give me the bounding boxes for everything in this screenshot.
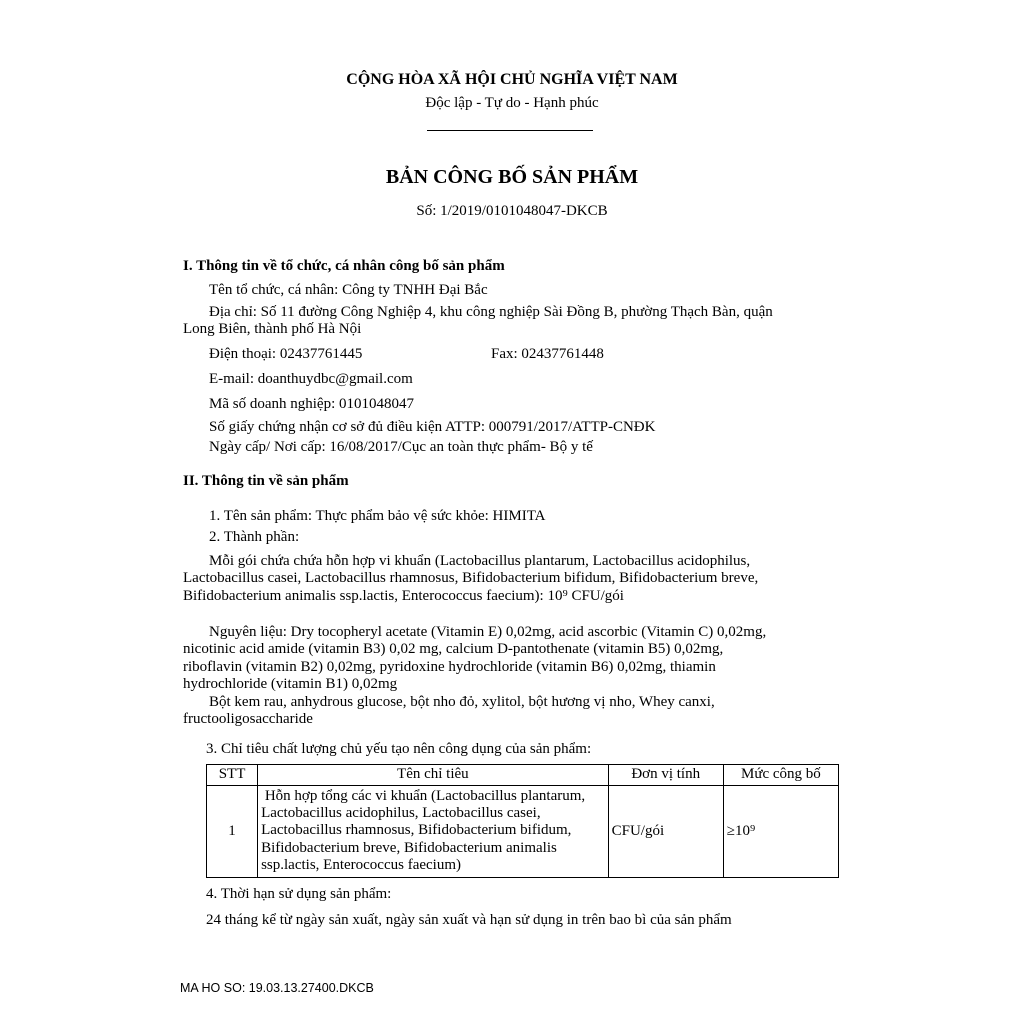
org-name: Tên tổ chức, cá nhân: Công ty TNHH Đại Bắc [209, 282, 488, 298]
quality-table [206, 764, 839, 878]
address-line-2: Long Biên, thành phố Hà Nội [183, 321, 362, 337]
business-code: Mã số doanh nghiệp: 0101048047 [209, 396, 414, 412]
document-title: BẢN CÔNG BỐ SẢN PHẨM [385, 166, 639, 188]
phone: Điện thoại: 02437761445 [209, 346, 363, 362]
ingredients-line: Bột kem rau, anhydrous glucose, bột nho đỏ, xylitol, bột hương vị nho, Whey canxi, [209, 693, 715, 710]
fax: Fax: 02437761448 [491, 346, 604, 362]
ingredients-paragraph [183, 624, 843, 728]
header-divider [427, 130, 593, 131]
motto: Độc lập - Tự do - Hạnh phúc [425, 95, 599, 111]
composition-line: Mỗi gói chứa chứa hỗn hợp vi khuẩn (Lactobacillus plantarum, Lactobacillus acidophilus, [209, 553, 751, 569]
ingredients-line: fructooligosaccharide [183, 711, 313, 728]
composition-line: Bifidobacterium animalis ssp.lactis, Enterococcus faecium): 10⁹ CFU/gói [183, 587, 624, 604]
shelf-life-label: 4. Thời hạn sử dụng sản phẩm: [206, 886, 392, 902]
address-line-1: Địa chỉ: Số 11 đường Công Nghiệp 4, khu công nghiệp Sài Đồng B, phường Thạch Bàn, quận [209, 304, 773, 320]
section-1-heading: I. Thông tin về tổ chức, cá nhân công bố sản phẩm [183, 258, 505, 274]
composition-line: Lactobacillus casei, Lactobacillus rhamnosus, Bifidobacterium bifidum, Bifidobacterium breve, [183, 570, 759, 587]
column-header-value: Mức công bố [723, 765, 838, 786]
product-name: 1. Tên sản phẩm: Thực phẩm bảo vệ sức khỏe: HIMITA [209, 508, 546, 524]
issue-info: Ngày cấp/ Nơi cấp: 16/08/2017/Cục an toàn thực phẩm- Bộ y tế [209, 439, 593, 455]
ingredients-line: riboflavin (vitamin B2) 0,02mg, pyridoxine hydrochloride (vitamin B6) 0,02mg, thiamin [183, 658, 716, 675]
email: E-mail: doanthuydbc@gmail.com [209, 371, 413, 387]
record-code: MA HO SO: 19.03.13.27400.DKCB [180, 981, 374, 995]
composition-label: 2. Thành phần: [209, 529, 300, 545]
quality-indicators-label: 3. Chỉ tiêu chất lượng chủ yếu tạo nên công dụng của sản phẩm: [206, 741, 592, 757]
cell-unit: CFU/gói [608, 786, 723, 878]
column-header-unit: Đơn vị tính [608, 765, 723, 786]
ingredients-line: nicotinic acid amide (vitamin B3) 0,02 mg, calcium D-pantothenate (vitamin B5) 0,02mg, [183, 641, 724, 658]
cell-stt: 1 [207, 786, 258, 878]
table-row [207, 786, 839, 878]
column-header-name: Tên chỉ tiêu [258, 765, 609, 786]
cell-name: Hỗn hợp tổng các vi khuẩn (Lactobacillus plantarum, Lactobacillus acidophilus, Lactobacillus casei, Lactobacillus rhamnosus, Bifidobacterium bifidum, Bifidobacterium breve, Bifidobacterium animalis ssp.lactis, Enterococcus faecium) [258, 786, 609, 878]
ingredients-line: hydrochloride (vitamin B1) 0,02mg [183, 676, 398, 693]
cell-value: ≥10⁹ [723, 786, 838, 878]
ingredients-line: Nguyên liệu: Dry tocopheryl acetate (Vitamin E) 0,02mg, acid ascorbic (Vitamin C) 0,02mg, [209, 624, 767, 640]
table-header-row [207, 765, 839, 786]
document-number: Số: 1/2019/0101048047-DKCB [416, 203, 608, 219]
composition-paragraph [183, 553, 843, 605]
section-2-heading: II. Thông tin về sản phẩm [183, 473, 349, 489]
shelf-life-text: 24 tháng kể từ ngày sản xuất, ngày sản xuất và hạn sử dụng in trên bao bì của sản phẩm [206, 912, 732, 928]
certificate-number: Số giấy chứng nhận cơ sở đủ điều kiện ATTP: 000791/2017/ATTP-CNĐK [209, 419, 656, 435]
country-heading: CỘNG HÒA XÃ HỘI CHỦ NGHĨA VIỆT NAM [346, 71, 678, 88]
column-header-stt: STT [207, 765, 258, 786]
